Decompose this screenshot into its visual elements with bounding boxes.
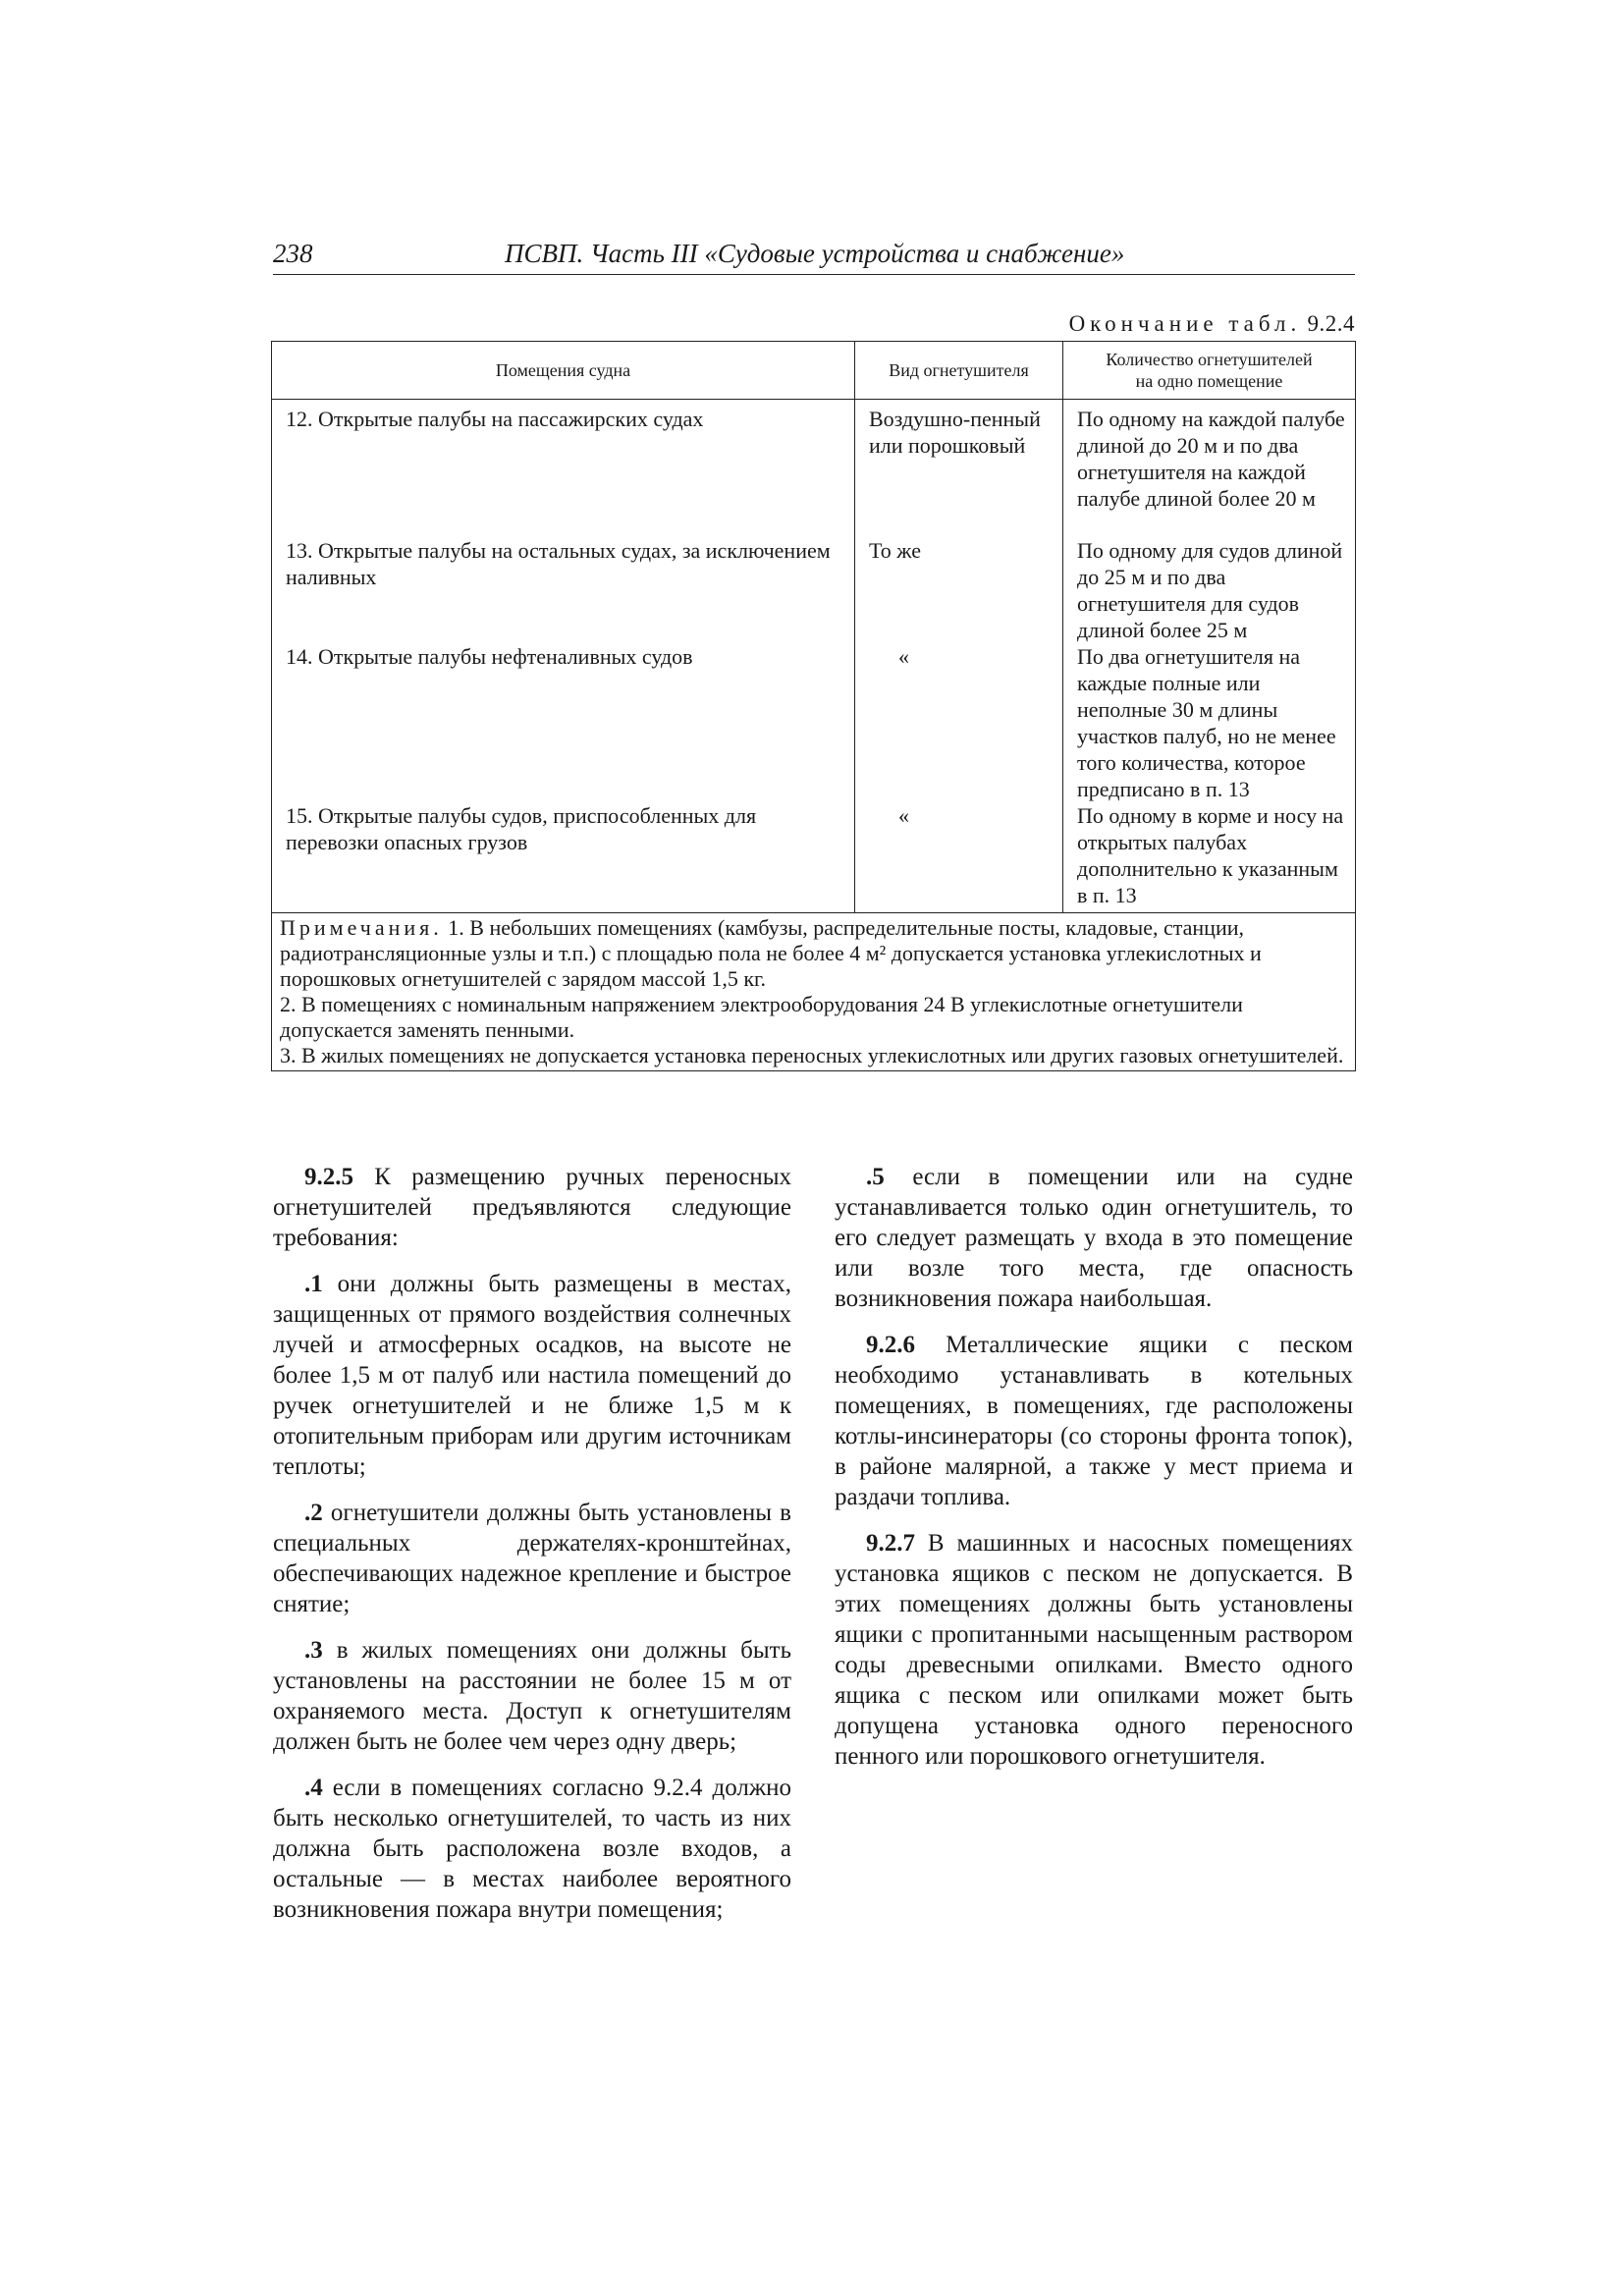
note-2: 2. В помещениях с номинальным напряжением электрооборудования 24 В углекислотные огнетушители допускается заменять пенными. — [280, 992, 1243, 1042]
section-number: 9.2.7 — [866, 1530, 915, 1557]
paragraph-9-2-5 — [273, 1162, 791, 1253]
table-notes-row — [272, 913, 1356, 1071]
ditto-mark: « — [898, 644, 909, 669]
section-number: 9.2.5 — [304, 1164, 353, 1190]
subitem-text: если в помещениях согласно 9.2.4 должно быть несколько огнетушителей, то часть из них должна быть расположена возле входов, а остальные — в местах наиболее вероятного возникновения пожара внутри помещения; — [273, 1775, 791, 1923]
table-caption-label: Окончание табл. — [1068, 311, 1302, 336]
paragraph-text: Металлические ящики с песком необходимо устанавливать в котельных помещениях, в помещениях, где расположены котлы-инсинераторы (со стороны фронта топок), в районе малярной, а также у мест приема и раздачи топлива. — [835, 1332, 1353, 1510]
type-cell: Воздушно-пенный или порошковый — [855, 400, 1063, 538]
subitem-1 — [273, 1269, 791, 1482]
paragraph-9-2-7 — [835, 1528, 1353, 1772]
column-header-room: Помещения судна — [272, 342, 855, 400]
column-header-quantity-line1: Количество огнетушителей — [1106, 350, 1313, 369]
text-column-left — [273, 1162, 791, 1941]
note-3: 3. В жилых помещениях не допускается установка переносных углекислотных или других газовых огнетушителей. — [280, 1043, 1344, 1067]
quantity-cell: По одному для судов длиной до 25 м и по два огнетушителя для судов длиной более 25 м — [1063, 537, 1356, 643]
text-column-right — [835, 1162, 1353, 1787]
subitem-text: огнетушители должны быть установлены в специальных держателях-кронштейнах, обеспечивающих надежное крепление и быстрое снятие; — [273, 1500, 791, 1617]
table-notes — [272, 913, 1356, 1071]
subitem-number: .3 — [304, 1637, 323, 1664]
type-cell — [855, 802, 1063, 913]
page-number: 238 — [273, 239, 313, 268]
section-number: 9.2.6 — [866, 1332, 915, 1358]
paragraph-9-2-6 — [835, 1330, 1353, 1512]
header-title: ПСВП. Часть III «Судовые устройства и снабжение» — [505, 239, 1125, 268]
room-cell: 15. Открытые палубы судов, приспособленных для перевозки опасных грузов — [272, 802, 855, 913]
type-cell — [855, 643, 1063, 802]
column-header-quantity — [1063, 342, 1356, 400]
table-caption-number: 9.2.4 — [1307, 311, 1355, 336]
table-header-row — [272, 342, 1356, 400]
note-1-text: 1. В небольших помещениях (камбузы, распределительные посты, кладовые, станции, радиотрансляционные узлы и т.п.) с площадью пола не более 4 м² допускается установка углекислотных и порошковых огнетушителей с зарядом массой 1,5 кг. — [280, 915, 1262, 991]
quantity-cell: По два огнетушителя на каждые полные или неполные 30 м длины участков палуб, но не менее того количества, которое предписано в п. 13 — [1063, 643, 1356, 802]
table-row — [272, 400, 1356, 538]
extinguisher-table — [271, 341, 1356, 1071]
paragraph-text: К размещению ручных переносных огнетушителей предъявляются следующие требования: — [273, 1164, 791, 1251]
subitem-number: .2 — [304, 1500, 323, 1526]
subitem-3 — [273, 1635, 791, 1757]
type-cell: То же — [855, 537, 1063, 643]
room-cell: 12. Открытые палубы на пассажирских судах — [272, 400, 855, 538]
column-header-type: Вид огнетушителя — [855, 342, 1063, 400]
note-1 — [280, 915, 1347, 992]
subitem-text: они должны быть размещены в местах, защищенных от прямого воздействия солнечных лучей и атмосферных осадков, на высоте не более 1,5 м от палуб или настила помещений до ручек огнетушителей и не ближе 1,5 м к отопительным приборам или другим источникам теплоты; — [273, 1271, 791, 1480]
quantity-cell: По одному в корме и носу на открытых палубах дополнительно к указанным в п. 13 — [1063, 802, 1356, 913]
subitem-number: .1 — [304, 1271, 323, 1297]
subitem-text: в жилых помещениях они должны быть установлены на расстоянии не более 15 м от охраняемого места. Доступ к огнетушителям должен быть не более чем через одну дверь; — [273, 1637, 791, 1755]
table-row — [272, 643, 1356, 802]
room-cell: 13. Открытые палубы на остальных судах, за исключением наливных — [272, 537, 855, 643]
paragraph-text: В машинных и насосных помещениях установка ящиков с песком не допускается. В этих помещениях должны быть установлены ящики с пропитанными насыщенным раствором соды древесными опилками. Вместо одного ящика с песком или опилками может быть допущена установка одного переносного пенного или порошкового огнетушителя. — [835, 1530, 1353, 1770]
subitem-number: .5 — [866, 1164, 885, 1190]
running-header — [273, 239, 1355, 275]
subitem-2 — [273, 1498, 791, 1619]
subitem-text: если в помещении или на судне устанавливается только один огнетушитель, то его следует размещать у входа в это помещение или возле того места, где опасность возникновения пожара наибольшая. — [835, 1164, 1353, 1312]
subitem-number: .4 — [304, 1775, 323, 1801]
subitem-5 — [835, 1162, 1353, 1314]
quantity-cell: По одному на каждой палубе длиной до 20 м и по два огнетушителя на каждой палубе длиной более 20 м — [1063, 400, 1356, 538]
notes-label: Примечания. — [280, 915, 443, 940]
column-header-quantity-line2: на одно помещение — [1135, 371, 1283, 391]
room-cell: 14. Открытые палубы нефтеналивных судов — [272, 643, 855, 802]
table-caption — [1069, 311, 1355, 337]
ditto-mark: « — [898, 803, 909, 828]
table-row — [272, 537, 1356, 643]
table-row — [272, 802, 1356, 913]
subitem-4 — [273, 1773, 791, 1925]
